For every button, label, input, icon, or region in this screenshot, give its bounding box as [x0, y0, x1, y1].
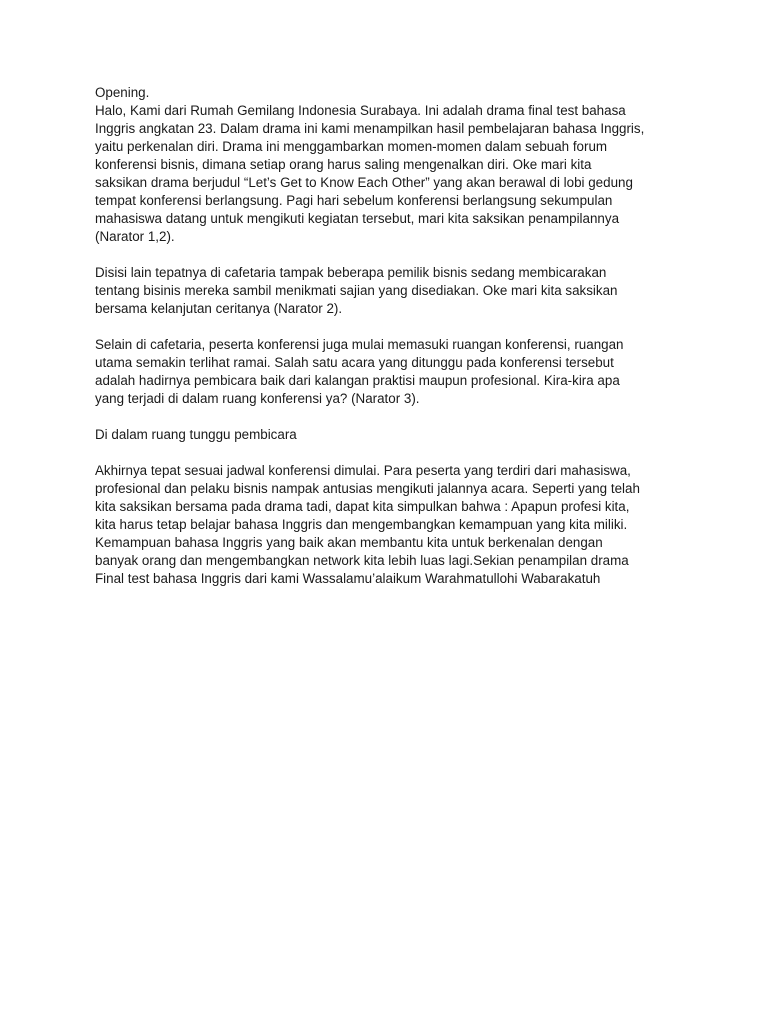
document-heading: Opening. [95, 85, 150, 100]
paragraph-cafetaria: Disisi lain tepatnya di cafetaria tampak beberapa pemilik bisnis sedang membicarakan tentang bisinis mereka sambil menikmati sajian yang disediakan. Oke mari kita saksikan bersama kelanjutan ceritanya (Narator 2). [95, 265, 618, 316]
document-page [95, 84, 685, 606]
paragraph-closing: Akhirnya tepat sesuai jadwal konferensi dimulai. Para peserta yang terdiri dari mahasiswa, profesional dan pelaku bisnis nampak antusias mengikuti jalannya acara. Seperti yang telah kita saksikan bersama pada drama tadi, dapat kita simpulkan bahwa : Apapun profesi kita, kita harus tetap belajar bahasa Inggris dan mengembangkan kemampuan yang kita miliki. Kemampuan bahasa Inggris yang baik akan membantu kita untuk berkenalan dengan banyak orang dan mengembangkan network kita lebih luas lagi.Sekian penampilan drama Final test bahasa Inggris dari kami Wassalamu’alaikum Warahmatullohi Wabarakatuh [95, 463, 640, 586]
paragraph-conference-room: Selain di cafetaria, peserta konferensi juga mulai memasuki ruangan konferensi, ruangan utama semakin terlihat ramai. Salah satu acara yang ditunggu pada konferensi tersebut adalah hadirnya pembicara baik dari kalangan praktisi maupun profesional. Kira-kira apa yang terjadi di dalam ruang konferensi ya? (Narator 3). [95, 337, 624, 406]
paragraph-opening: Halo, Kami dari Rumah Gemilang Indonesia Surabaya. Ini adalah drama final test bahasa Inggris angkatan 23. Dalam drama ini kami menampilkan hasil pembelajaran bahasa Inggris, yaitu perkenalan diri. Drama ini menggambarkan momen-momen dalam sebuah forum konferensi bisnis, dimana setiap orang harus saling mengenalkan diri. Oke mari kita saksikan drama berjudul “Let’s Get to Know Each Other” yang akan berawal di lobi gedung tempat konferensi berlangsung. Pagi hari sebelum konferensi berlangsung sekumpulan mahasiswa datang untuk mengikuti kegiatan tersebut, mari kita saksikan penampilannya (Narator 1,2). [95, 103, 645, 244]
paragraph-waiting-room: Di dalam ruang tunggu pembicara [95, 427, 297, 442]
